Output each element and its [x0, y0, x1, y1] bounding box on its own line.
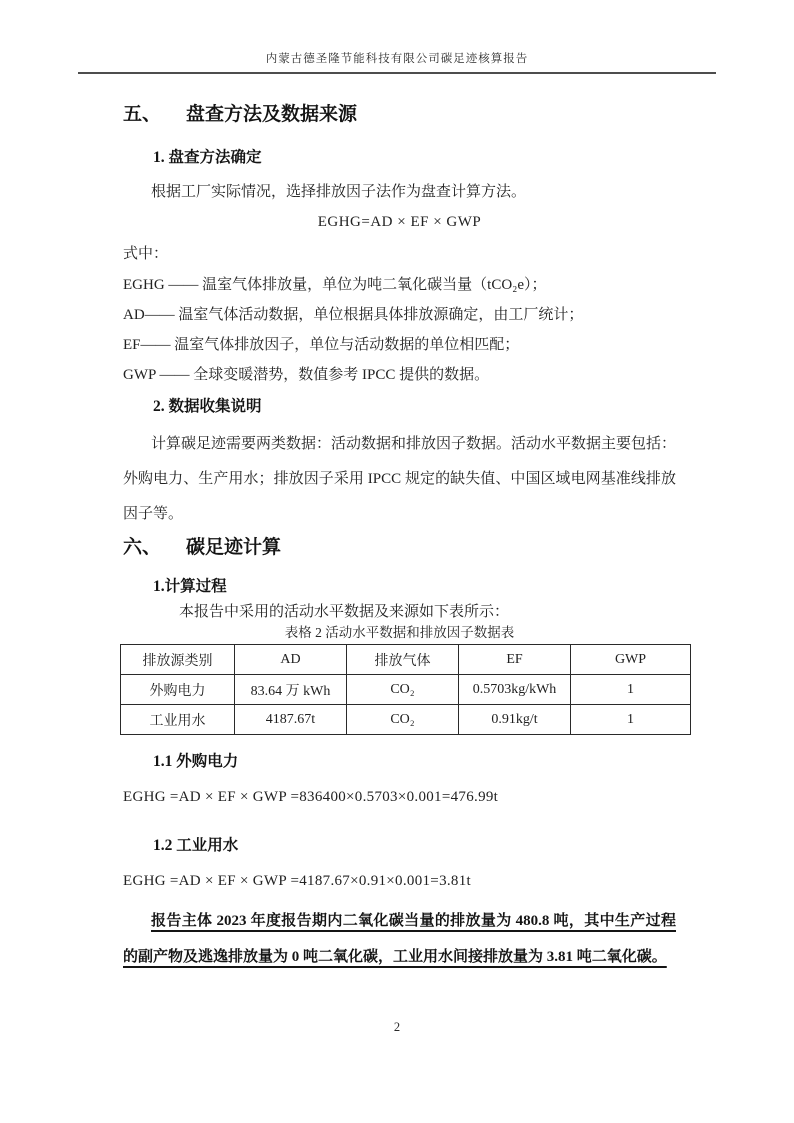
activity-data-table [120, 644, 691, 735]
term-definitions [123, 270, 676, 390]
page-number: 2 [393, 1020, 401, 1034]
table-header-cell: AD [235, 645, 347, 675]
calc1-heading: 1.1 外购电力 [153, 753, 239, 770]
data-collection-paragraph: 计算碳足迹需要两类数据：活动数据和排放因子数据。活动水平数据主要包括：外购电力、生产用水；排放因子采用 IPCC 规定的缺失值、中国区域电网基准线排放因子等。 [123, 436, 677, 522]
calc2-formula: EGHG =AD × EF × GWP =4187.67×0.91×0.001=3.81t [123, 873, 471, 889]
table-cell: 1 [571, 705, 691, 735]
table-cell: CO₂ [347, 705, 459, 735]
calc2-heading: 1.2 工业用水 [153, 837, 239, 854]
table-header-cell: GWP [571, 645, 691, 675]
section5-sub2-heading: 2. 数据收集说明 [153, 398, 262, 415]
section5-number: 五、 [123, 104, 162, 125]
table-cell: 工业用水 [121, 705, 235, 735]
table-cell: 83.64 万 kWh [235, 675, 347, 705]
table-intro-paragraph: 本报告中采用的活动水平数据及来源如下表所示： [179, 604, 510, 620]
method-paragraph: 根据工厂实际情况，选择排放因子法作为盘查计算方法。 [151, 184, 527, 200]
conclusion-paragraph: 报告主体 2023 年度报告期内二氧化碳当量的排放量为 480.8 吨，其中生产过程的副产物及逃逸排放量为 0 吨二氧化碳，工业用水间接排放量为 3.81 吨二氧化碳。 [123, 913, 676, 965]
section6-number: 六、 [123, 537, 162, 558]
section6-heading [123, 534, 676, 562]
table-cell: 0.91kg/t [459, 705, 571, 735]
table-row [121, 705, 691, 735]
table-row [121, 675, 691, 705]
calc1-formula: EGHG =AD × EF × GWP =836400×0.5703×0.001=476.99t [123, 789, 499, 805]
table-cell: CO₂ [347, 675, 459, 705]
header-title: 内蒙古德圣隆节能科技有限公司碳足迹核算报告 [265, 53, 529, 65]
table-cell: 1 [571, 675, 691, 705]
table-cell: 4187.67t [235, 705, 347, 735]
page-content [123, 101, 676, 975]
section6-sub1-heading: 1.计算过程 [153, 578, 227, 595]
formula-intro: 式中： [123, 246, 169, 262]
section5-heading [123, 101, 676, 128]
page-header [78, 0, 716, 74]
definition-ef: EF—— 温室气体排放因子，单位与活动数据的单位相匹配； [123, 337, 520, 353]
section5-sub1-heading: 1. 盘查方法确定 [153, 149, 262, 166]
table-header-cell: 排放源类别 [121, 645, 235, 675]
definition-eghg: EGHG —— 温室气体排放量，单位为吨二氧化碳当量（tCO₂e）； [123, 277, 547, 293]
table-header-cell: EF [459, 645, 571, 675]
ghg-formula: EGHG=AD × EF × GWP [317, 214, 482, 230]
table-cell: 0.5703kg/kWh [459, 675, 571, 705]
table-cell: 外购电力 [121, 675, 235, 705]
table-header-row [121, 645, 691, 675]
section6-title: 碳足迹计算 [186, 537, 282, 558]
section5-title: 盘查方法及数据来源 [186, 104, 358, 125]
definition-ad: AD—— 温室气体活动数据，单位根据具体排放源确定，由工厂统计； [123, 307, 584, 323]
table-caption: 表格 2 活动水平数据和排放因子数据表 [284, 625, 515, 640]
definition-gwp: GWP —— 全球变暖潜势，数值参考 IPCC 提供的数据。 [123, 367, 490, 383]
table-header-cell: 排放气体 [347, 645, 459, 675]
